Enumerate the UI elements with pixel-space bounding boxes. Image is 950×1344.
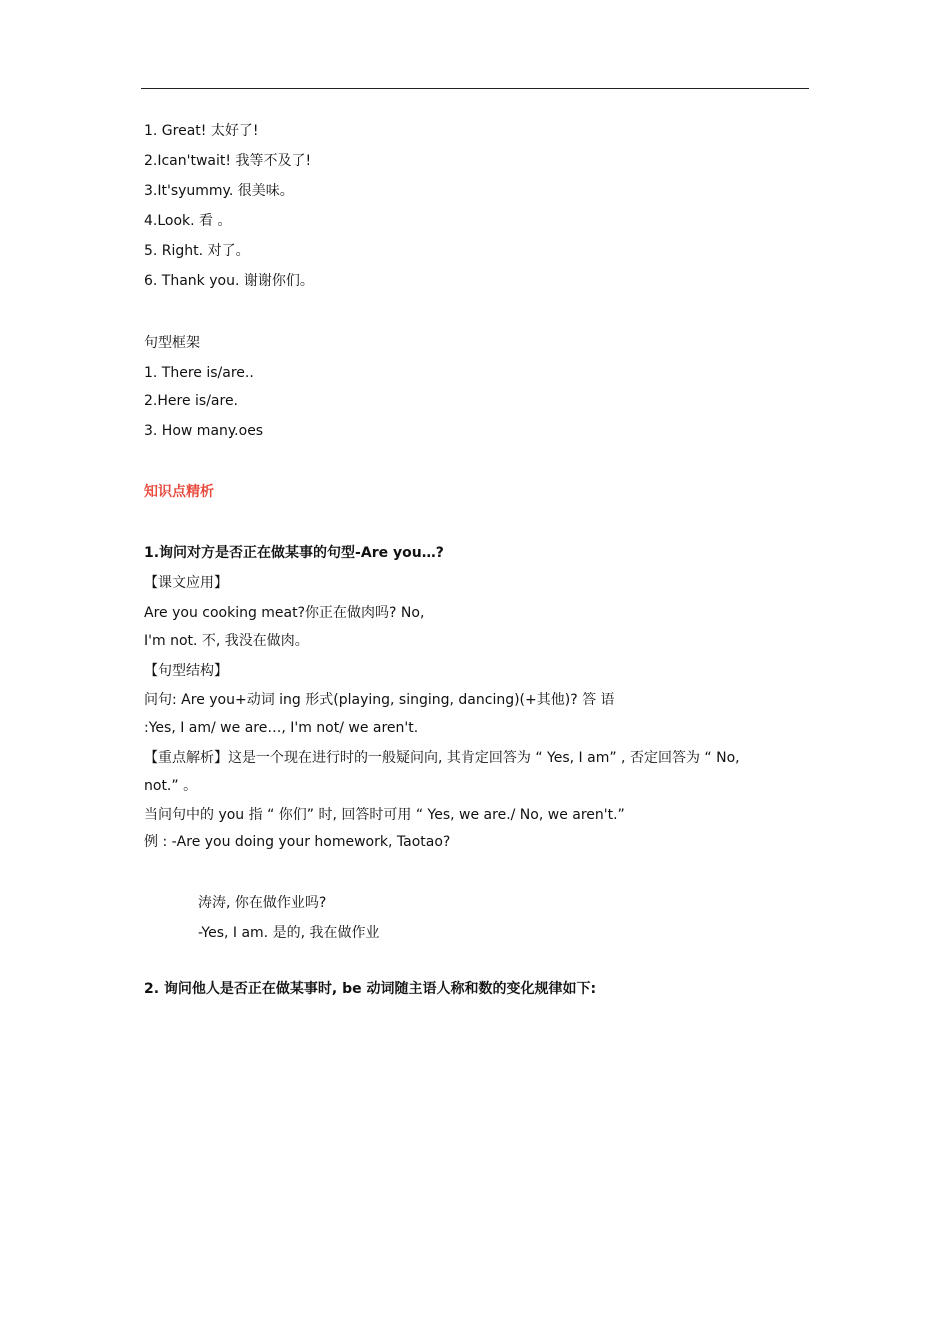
- app-line: Are you cooking meat?你正在做肉吗? No,: [144, 605, 425, 621]
- example-answer: -Yes, I am. 是的, 我在做作业: [198, 925, 380, 941]
- example-translation: 涛涛, 你在做作业吗?: [198, 895, 327, 911]
- note-line: 当问句中的 you 指 “ 你们” 时, 回答时可用 “ Yes, we are./ No, we aren't.”: [144, 807, 625, 823]
- struct-line: :Yes, I am/ we are…, I'm not/ we aren't.: [144, 720, 419, 736]
- struct-label: 【句型结构】: [144, 663, 228, 679]
- phrase-line: 1. Great! 太好了!: [144, 123, 259, 139]
- example-line: 例 : -Are you doing your homework, Taotao?: [144, 834, 451, 850]
- phrase-line: 5. Right. 对了。: [144, 243, 250, 259]
- phrase-line: 2.Ican'twait! 我等不及了!: [144, 153, 312, 169]
- key-analysis-line: not.” 。: [144, 778, 198, 794]
- frame-title: 句型框架: [144, 335, 200, 351]
- phrase-line: 6. Thank you. 谢谢你们。: [144, 273, 314, 289]
- app-label: 【课文应用】: [144, 575, 228, 591]
- section-heading: 知识点精析: [144, 484, 214, 500]
- struct-line: 问句: Are you+动词 ing 形式(playing, singing, dancing)(+其他)? 答 语: [144, 692, 615, 708]
- frame-item: 1. There is/are..: [144, 365, 254, 381]
- app-line: I'm not. 不, 我没在做肉。: [144, 633, 309, 649]
- point2-title: 2. 询问他人是否正在做某事时, be 动词随主语人称和数的变化规律如下:: [144, 981, 597, 997]
- header-rule: [141, 88, 809, 89]
- phrase-line: 4.Look. 看 。: [144, 213, 232, 229]
- point1-title: 1.询问对方是否正在做某事的句型-Are you…?: [144, 545, 444, 561]
- frame-item: 2.Here is/are.: [144, 393, 239, 409]
- key-analysis-line: 【重点解析】这是一个现在进行时的一般疑问向, 其肯定回答为 “ Yes, I am” , 否定回答为 “ No,: [144, 750, 740, 766]
- phrase-line: 3.It'syummy. 很美味。: [144, 183, 294, 199]
- frame-item: 3. How many.oes: [144, 423, 264, 439]
